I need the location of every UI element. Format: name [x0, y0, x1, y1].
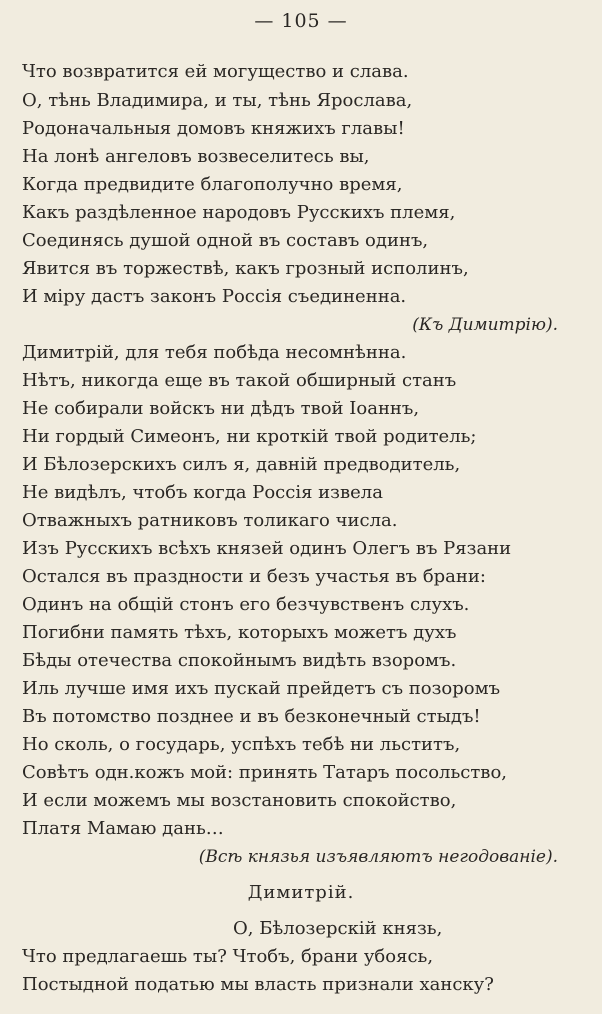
verse-line: Не собирали войскъ ни дѣдъ твой Іоаннъ,: [22, 398, 420, 419]
verse-line: Не видѣлъ, чтобъ когда Россія извела: [22, 482, 383, 503]
verse-line: Иль лучше имя ихъ пускай прейдетъ съ позоромъ: [22, 678, 501, 699]
verse-line: Бѣды отечества спокойнымъ видѣть взоромъ.: [22, 650, 457, 671]
verse-line: Совѣтъ одн.кожъ мой: принять Татаръ посольство,: [22, 762, 507, 783]
verse-line: Какъ раздѣленное народовъ Русскихъ племя,: [22, 202, 456, 223]
verse-line: Но сколь, о государь, успѣхъ тебѣ ни льститъ,: [22, 734, 461, 755]
page-number: — 105 —: [254, 10, 348, 32]
verse-line: Погибни память тѣхъ, которыхъ можетъ духъ: [22, 622, 457, 643]
verse-line: О, тѣнь Владимира, и ты, тѣнь Ярослава,: [22, 90, 413, 111]
verse-line: Платя Мамаю дань…: [22, 818, 224, 839]
stage-direction: (Всѣ князья изъявляютъ негодованіе).: [198, 847, 558, 867]
verse-line: На лонѣ ангеловъ возвеселитесь вы,: [22, 146, 370, 167]
verse-line: Отважныхъ ратниковъ толикаго числа.: [22, 510, 398, 531]
verse-line: И Бѣлозерскихъ силъ я, давній предводитель,: [22, 454, 461, 475]
verse-line: Изъ Русскихъ всѣхъ князей одинъ Олегъ въ Рязани: [22, 538, 512, 559]
verse-line: Явится въ торжествѣ, какъ грозный исполинъ,: [22, 258, 469, 279]
verse-line: Димитрій, для тебя побѣда несомнѣнна.: [22, 342, 407, 363]
verse-line: Въ потомство позднее и въ безконечный стыдъ!: [22, 706, 481, 727]
verse-line: И міру дастъ законъ Россія съединенна.: [22, 286, 407, 307]
verse-line: Остался въ праздности и безъ участья въ брани:: [22, 566, 486, 587]
verse-line: Что предлагаешь ты? Чтобъ, брани убоясь,: [22, 946, 434, 967]
speaker-name: Димитрій.: [247, 882, 355, 903]
stage-direction: (Къ Димитрію).: [412, 315, 558, 335]
verse-line: И если можемъ мы возстановить спокойство,: [22, 790, 457, 811]
verse-line: О, Бѣлозерскій князь,: [233, 918, 443, 939]
verse-line: Ни гордый Симеонъ, ни кроткій твой родитель;: [22, 426, 477, 447]
verse-line: Нѣтъ, никогда еще въ такой обширный станъ: [22, 370, 457, 391]
verse-line: Соединясь душой одной въ составъ одинъ,: [22, 230, 429, 251]
verse-line: Родоначальныя домовъ княжихъ главы!: [22, 118, 405, 139]
verse-line: Что возвратится ей могущество и слава.: [22, 61, 409, 82]
verse-line: Постыдной податью мы власть признали ханску?: [22, 974, 494, 995]
verse-line: Когда предвидите благополучно время,: [22, 174, 403, 195]
verse-line: Одинъ на общій стонъ его безчувственъ слухъ.: [22, 594, 470, 615]
